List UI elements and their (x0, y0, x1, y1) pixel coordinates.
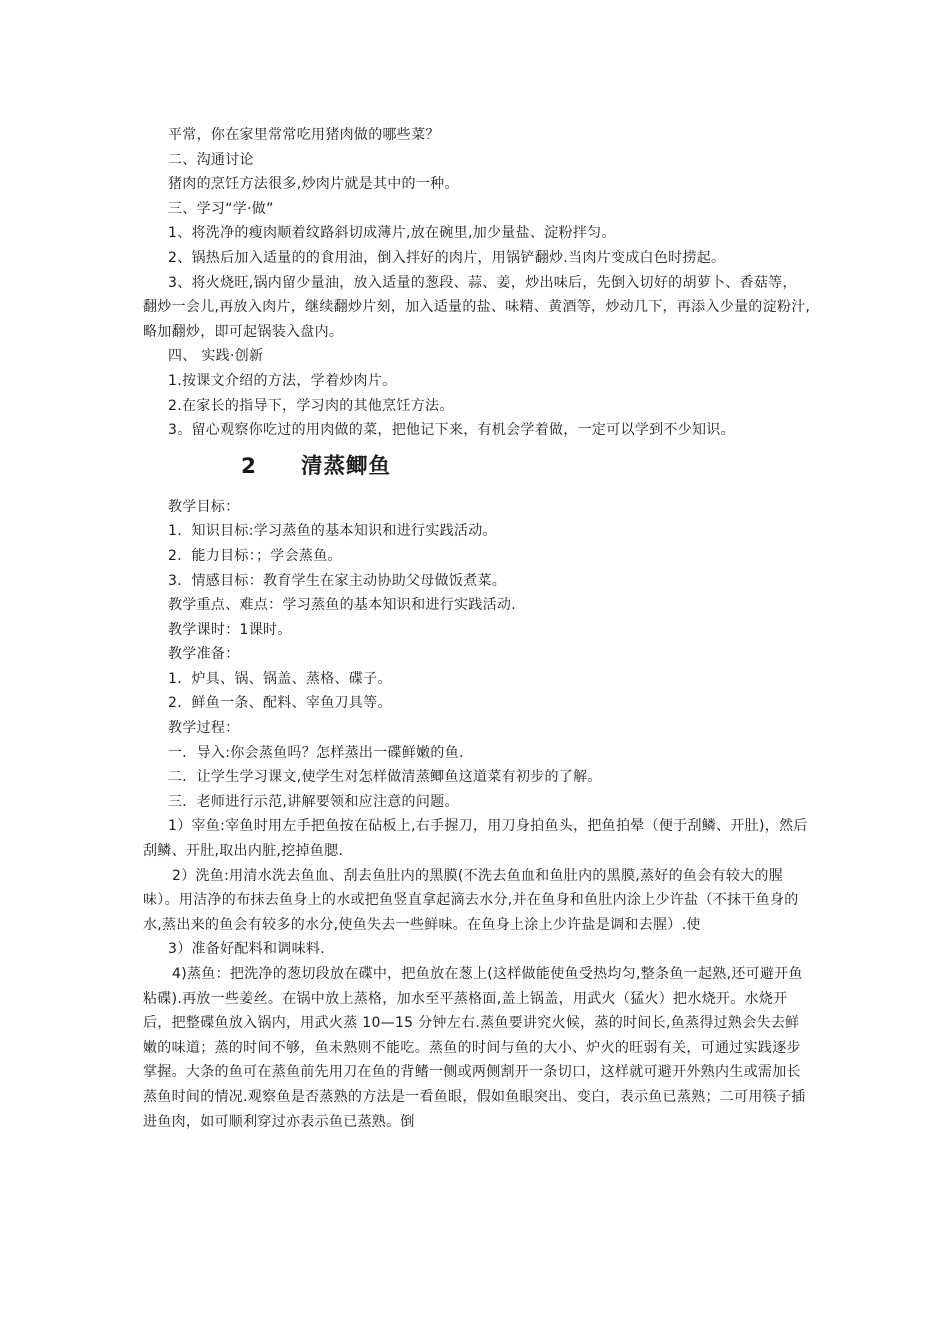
paragraph: 平常，你在家里常常吃用猪肉做的哪些菜？ (168, 127, 440, 143)
step-item: 3、将火烧旺,锅内留少量油，放入适量的葱段、蒜、姜，炒出味后，先倒入切好的胡萝卜、香菇等，翻炒一会儿,再放入肉片，继续翻炒片刻，加入适量的盐、味精、黄酒等，炒动几下，再添入少量的淀粉汁,略加翻炒，即可起锅装入盘内。 (143, 274, 811, 340)
section-heading: 二、沟通讨论 (168, 151, 254, 168)
step-item: 1、将洗净的瘦肉顺着纹路斜切成薄片,放在碗里,加少量盐、淀粉拌匀。 (168, 225, 616, 242)
prep-item: 1．炉具、锅、锅盖、蒸格、碟子。 (168, 670, 392, 687)
paragraph: 教学重点、难点：学习蒸鱼的基本知识和进行实践活动. (168, 597, 516, 614)
lesson-number: 2 (241, 453, 257, 479)
paragraph: 教学课时：1课时。 (168, 621, 292, 638)
paragraph: 教学目标： (168, 498, 240, 515)
practice-item: 3。留心观察你吃过的用肉做的菜，把他记下来，有机会学着做，一定可以学到不少知识。 (168, 422, 735, 439)
step-item: 2）洗鱼:用清水洗去鱼血、刮去鱼肚内的黑膜(不洗去鱼血和鱼肚内的黑膜,蒸好的鱼会有较大的腥味）。用洁净的布抹去鱼身上的水或把鱼竖直拿起滴去水分,并在鱼身和鱼肚内涂上少许盐（不抹干鱼身的水,蒸出来的鱼会有较多的水分,使鱼失去一些鲜味。在鱼身上涂上少许盐是调和去腥）.使 (143, 867, 799, 933)
prep-item: 2．鲜鱼一条、配料、宰鱼刀具等。 (168, 695, 392, 712)
step-item: 4)蒸鱼：把洗净的葱切段放在碟中，把鱼放在葱上(这样做能使鱼受热均匀,整条鱼一起熟,还可避开鱼粘碟).再放一些姜丝。在锅中放上蒸格，加水至平蒸格面,盖上锅盖，用武火（猛火）把水烧开。水烧开后，把整碟鱼放入锅内，用武火蒸 10—15 分钟左右.蒸鱼要讲究火候，蒸的时间长,鱼蒸得过熟会失去鲜嫩的味道；蒸的时间不够，鱼未熟则不能吃。蒸鱼的时间与鱼的大小、炉火的旺弱有关，可通过实践逐步掌握。大条的鱼可在蒸鱼前先用刀在鱼的背鳍一侧或两侧割开一条切口，这样就可避开外熟内生或需加长蒸鱼时间的情况.观察鱼是否蒸熟的方法是一看鱼眼，假如鱼眼突出、变白，表示鱼已蒸熟；二可用筷子插进鱼肉，如可顺利穿过亦表示鱼已蒸熟。倒 (143, 966, 806, 1130)
paragraph: 教学准备： (168, 646, 240, 663)
paragraph: 猪肉的烹饪方法很多,炒肉片就是其中的一种。 (168, 176, 459, 193)
lesson-title (143, 451, 811, 483)
objective-item: 3．情感目标：教育学生在家主动协助父母做饭煮菜。 (168, 572, 507, 589)
practice-item: 1.按课文介绍的方法，学着炒肉片。 (168, 372, 397, 389)
section-heading: 四、 实践·创新 (168, 348, 264, 365)
step-item: 1）宰鱼:宰鱼时用左手把鱼按在砧板上,右手握刀，用刀身拍鱼头，把鱼拍晕（便于刮鳞、开肚)，然后刮鳞、开肚,取出内脏,挖掉鱼腮. (143, 818, 808, 860)
lesson-title-text: 清蒸鲫鱼 (301, 453, 392, 479)
step-item: 2、锅热后加入适量的的食用油，倒入拌好的肉片，用锅铲翻炒.当肉片变成白色时捞起。 (168, 249, 726, 266)
practice-item: 2.在家长的指导下，学习肉的其他烹饪方法。 (168, 397, 454, 414)
objective-item: 1．知识目标:学习蒸鱼的基本知识和进行实践活动。 (168, 523, 497, 540)
process-item: 三．老师进行示范,讲解要领和应注意的问题。 (168, 793, 459, 810)
paragraph: 教学过程： (168, 720, 240, 737)
step-item: 3）准备好配料和调味料. (168, 941, 325, 958)
section-heading: 三、学习“学·做” (168, 200, 274, 217)
objective-item: 2．能力目标：；学会蒸鱼。 (168, 547, 342, 564)
process-item: 二．让学生学习课文,使学生对怎样做清蒸鲫鱼这道菜有初步的了解。 (168, 769, 602, 786)
document-body (143, 123, 811, 1134)
process-item: 一．导入:你会蒸鱼吗？怎样蒸出一碟鲜嫩的鱼. (168, 744, 464, 761)
